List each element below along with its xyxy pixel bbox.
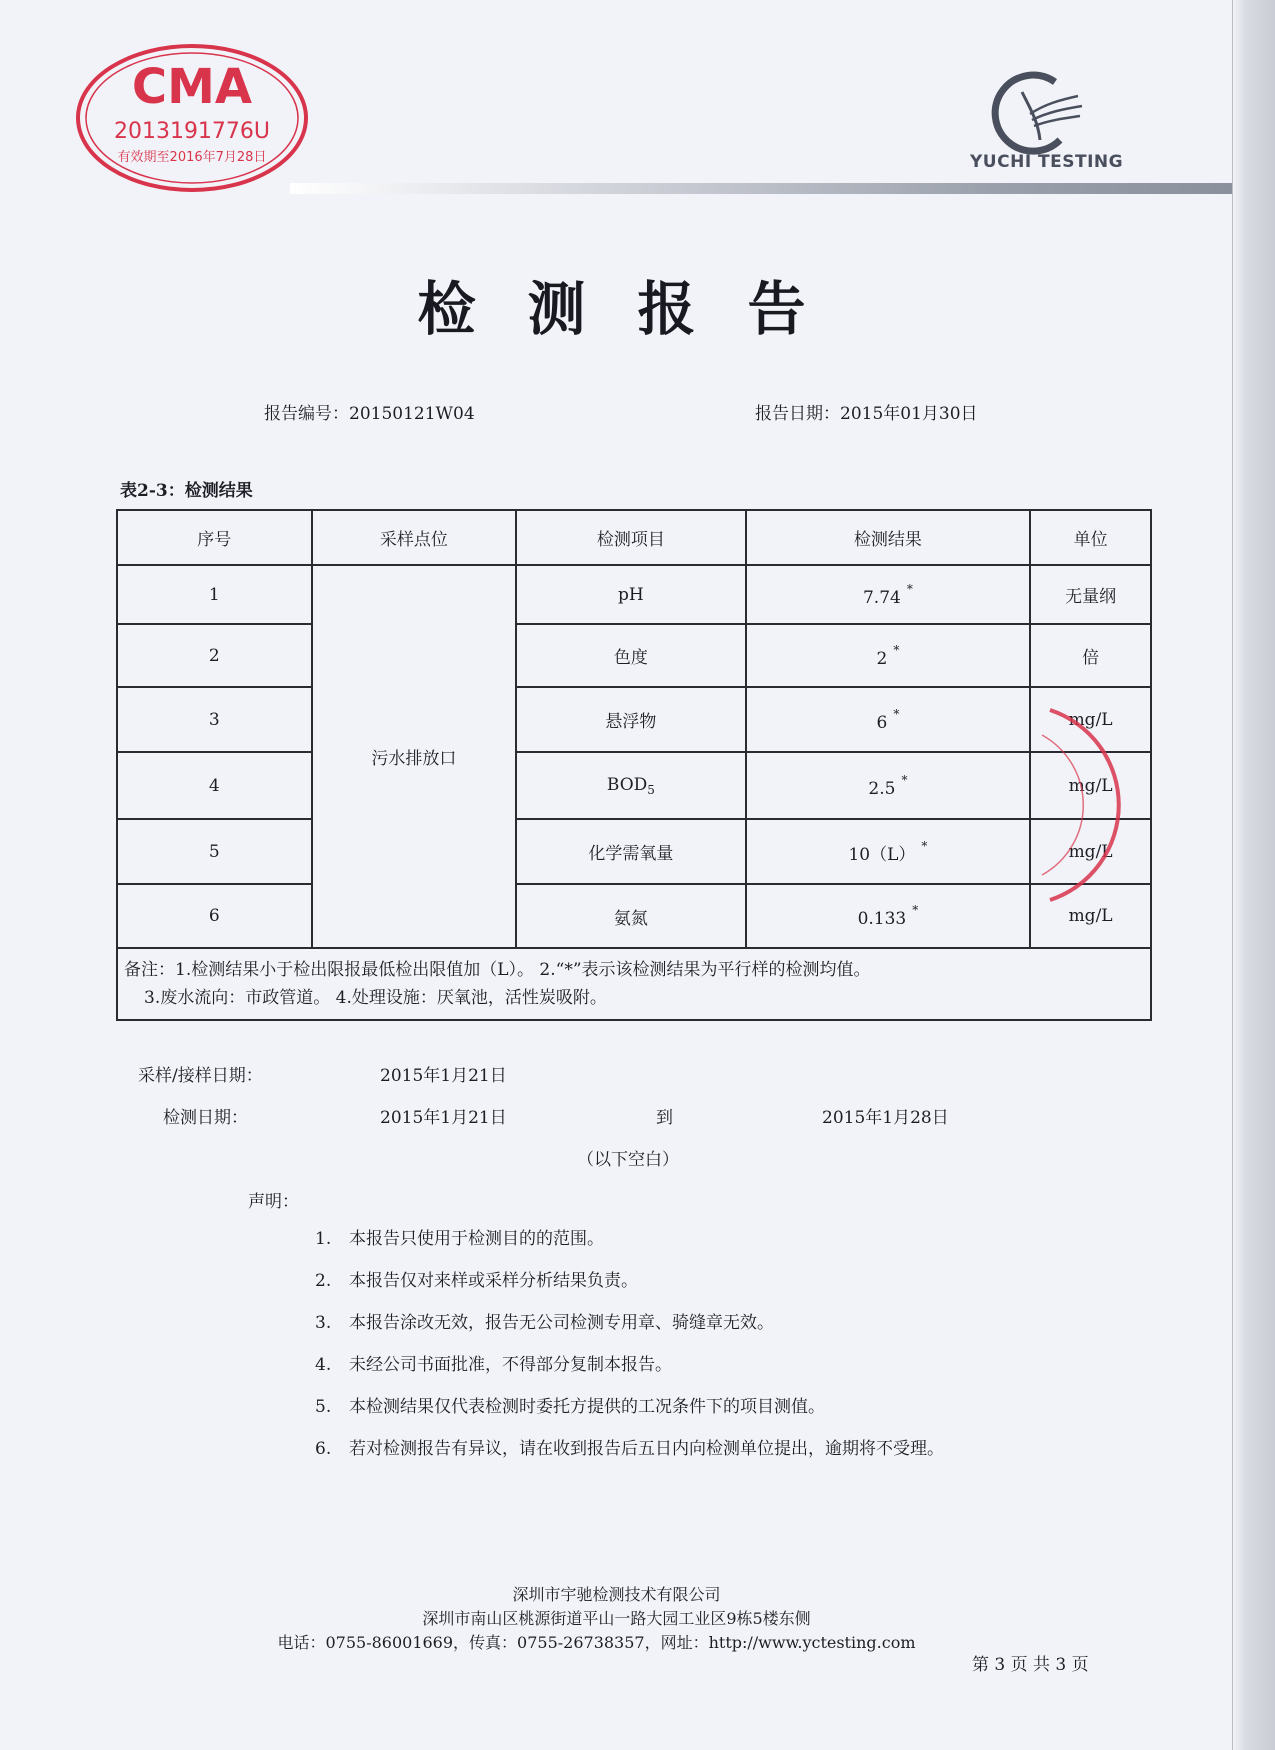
note-line-1: 备注：1.检测结果小于检出限报最低检出限值加（L）。 2.“*”表示该检测结果为平行样的检测均值。 bbox=[124, 960, 871, 980]
page-number: 第 3 页 共 3 页 bbox=[972, 1655, 1089, 1675]
item-text: 本报告仅对来样或采样分析结果负责。 bbox=[349, 1271, 638, 1291]
report-number: 报告编号：20150121W04 bbox=[264, 404, 475, 424]
item-text: 本检测结果仅代表检测时委托方提供的工况条件下的项目测值。 bbox=[349, 1397, 825, 1417]
cell-item: pH bbox=[516, 565, 746, 624]
note-line-2: 3.废水流向：市政管道。 4.处理设施：厌氧池，活性炭吸附。 bbox=[144, 988, 607, 1008]
table-caption: 表2-3：检测结果 bbox=[120, 481, 253, 501]
item-text: 若对检测报告有异议，请在收到报告后五日内向检测单位提出，逾期将不受理。 bbox=[349, 1439, 944, 1459]
cell-unit: mg/L bbox=[1030, 819, 1151, 884]
result-value: 10（L） bbox=[848, 844, 916, 865]
result-value: 2 bbox=[876, 648, 888, 669]
cma-seal bbox=[72, 40, 312, 195]
item-text: 未经公司书面批准，不得部分复制本报告。 bbox=[349, 1355, 672, 1375]
cell-unit: mg/L bbox=[1030, 687, 1151, 752]
footer-contact: 电话：0755-86001669，传真：0755-26738357，网址：http://www.yctesting.com bbox=[277, 1633, 916, 1652]
parallel-mark: * bbox=[893, 642, 900, 657]
result-value: 2.5 bbox=[868, 778, 896, 799]
item-number: 2. bbox=[315, 1271, 332, 1291]
item-number: 5. bbox=[315, 1397, 332, 1417]
table-row bbox=[117, 819, 1151, 884]
statement-list bbox=[315, 1224, 944, 1476]
cell-item: 化学需氧量 bbox=[516, 819, 746, 884]
logo-text: YUCHI TESTING bbox=[970, 152, 1124, 172]
cell-unit: 倍 bbox=[1030, 624, 1151, 687]
header-item: 检测项目 bbox=[516, 510, 746, 565]
parallel-mark: * bbox=[921, 838, 928, 853]
list-item bbox=[315, 1350, 944, 1392]
table-row bbox=[117, 624, 1151, 687]
header-rule bbox=[290, 183, 1232, 194]
results-table bbox=[116, 509, 1152, 1021]
header-no: 序号 bbox=[117, 510, 312, 565]
parallel-mark: * bbox=[893, 706, 900, 721]
cell-unit: mg/L bbox=[1030, 752, 1151, 819]
report-title: 检测报告 bbox=[417, 275, 858, 343]
report-date: 报告日期：2015年01月30日 bbox=[755, 404, 978, 424]
cell-result bbox=[746, 687, 1030, 752]
testing-date-label: 检测日期： bbox=[163, 1108, 248, 1128]
cell-no: 5 bbox=[117, 819, 312, 884]
cell-result bbox=[746, 624, 1030, 687]
testing-date-end: 2015年1月28日 bbox=[822, 1108, 949, 1128]
list-item bbox=[315, 1308, 944, 1350]
result-value: 7.74 bbox=[862, 587, 901, 608]
cell-no: 6 bbox=[117, 884, 312, 948]
cell-unit: 无量纲 bbox=[1030, 565, 1151, 624]
list-item bbox=[315, 1392, 944, 1434]
item-number: 4. bbox=[315, 1355, 332, 1375]
cell-result bbox=[746, 752, 1030, 819]
list-item bbox=[315, 1266, 944, 1308]
header-unit: 单位 bbox=[1030, 510, 1151, 565]
cell-no: 2 bbox=[117, 624, 312, 687]
cell-item: 悬浮物 bbox=[516, 687, 746, 752]
statement-title: 声明： bbox=[248, 1192, 299, 1212]
cell-unit: mg/L bbox=[1030, 884, 1151, 948]
list-item bbox=[315, 1224, 944, 1266]
cell-no: 4 bbox=[117, 752, 312, 819]
item-number: 3. bbox=[315, 1313, 332, 1333]
parallel-mark: * bbox=[906, 581, 913, 596]
item-number: 6. bbox=[315, 1439, 332, 1459]
testing-date-start: 2015年1月21日 bbox=[380, 1108, 507, 1128]
header-location: 采样点位 bbox=[312, 510, 517, 565]
table-row bbox=[117, 687, 1151, 752]
company-stamp-partial bbox=[1040, 700, 1160, 910]
table-note-row bbox=[117, 948, 1151, 1020]
cell-no: 1 bbox=[117, 565, 312, 624]
cell-result bbox=[746, 819, 1030, 884]
table-row bbox=[117, 565, 1151, 624]
sampling-date-value: 2015年1月21日 bbox=[380, 1066, 507, 1086]
cell-location: 污水排放口 bbox=[312, 565, 517, 948]
cma-letters: CMA bbox=[131, 59, 253, 115]
cma-cert-number: 2013191776U bbox=[113, 119, 271, 144]
cell-item bbox=[516, 752, 746, 819]
sampling-date-label: 采样/接样日期： bbox=[138, 1066, 263, 1086]
footer-company: 深圳市宇驰检测技术有限公司 bbox=[512, 1585, 721, 1604]
footer-address: 深圳市南山区桃源街道平山一路大园工业区9栋5楼东侧 bbox=[422, 1609, 811, 1628]
cell-result bbox=[746, 565, 1030, 624]
item-text: 本报告涂改无效，报告无公司检测专用章、骑缝章无效。 bbox=[349, 1313, 774, 1333]
list-item bbox=[315, 1434, 944, 1476]
parallel-mark: * bbox=[901, 772, 908, 787]
table-row bbox=[117, 752, 1151, 819]
parallel-mark: * bbox=[912, 903, 919, 917]
result-value: 6 bbox=[876, 712, 888, 733]
testing-date-to: 到 bbox=[656, 1108, 673, 1128]
header-result: 检测结果 bbox=[746, 510, 1030, 565]
item-main: BOD bbox=[606, 774, 648, 795]
cell-no: 3 bbox=[117, 687, 312, 752]
item-text: 本报告只使用于检测目的的范围。 bbox=[349, 1229, 604, 1249]
cell-item: 氨氮 bbox=[516, 884, 746, 948]
table-row bbox=[117, 884, 1151, 948]
table-note bbox=[117, 948, 1151, 1020]
cell-item: 色度 bbox=[516, 624, 746, 687]
item-subscript: 5 bbox=[647, 782, 655, 797]
result-value: 0.133 bbox=[857, 909, 907, 929]
cma-validity: 有效期至2016年7月28日 bbox=[117, 150, 267, 165]
cell-result bbox=[746, 884, 1030, 948]
table-header-row bbox=[117, 510, 1151, 565]
item-number: 1. bbox=[315, 1229, 332, 1249]
blank-below-note: （以下空白） bbox=[577, 1150, 679, 1170]
